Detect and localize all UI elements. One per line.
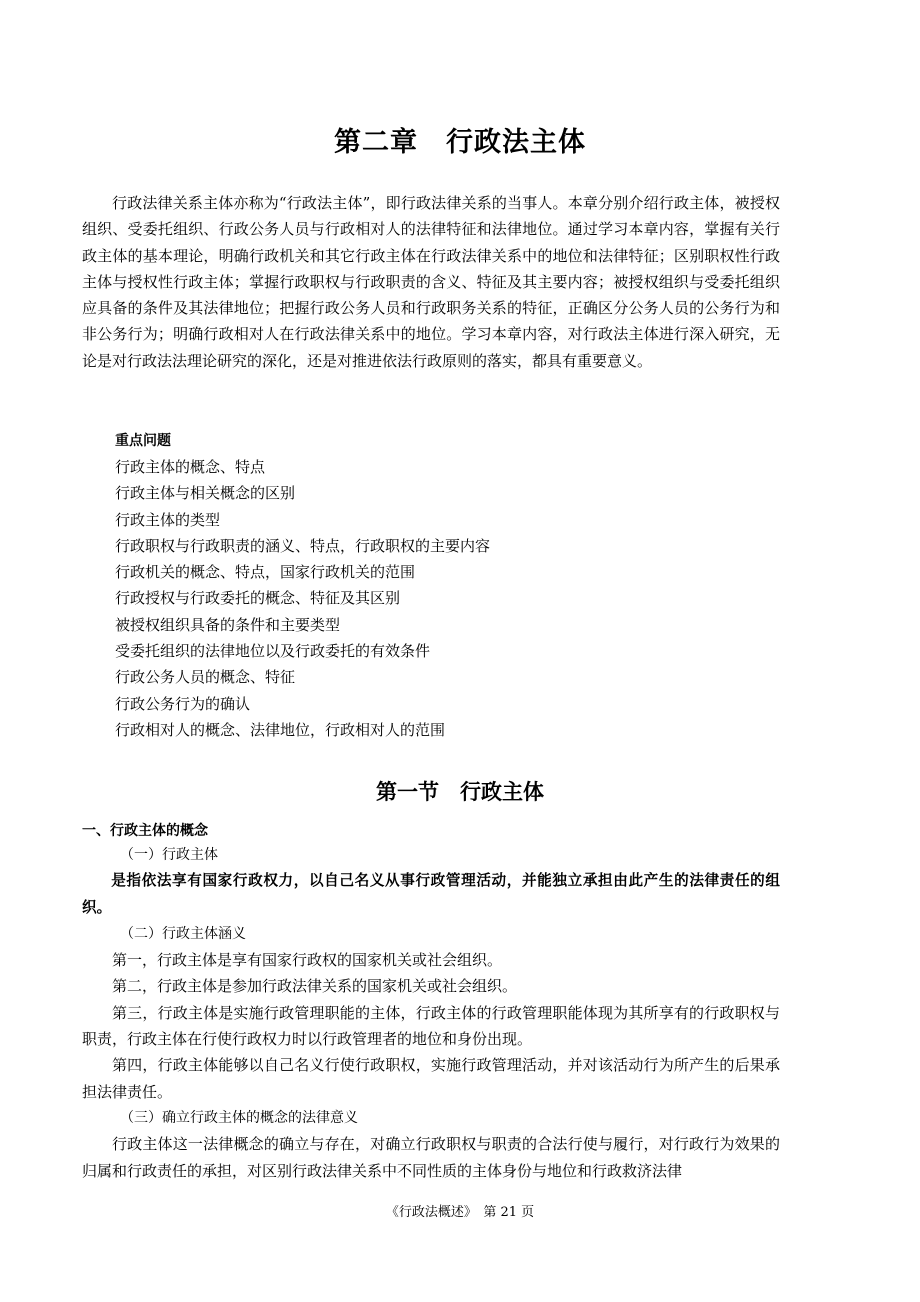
chapter-intro: 行政法律关系主体亦称为“行政法主体”，即行政法律关系的当事人。本章分别介绍行政主体，被授权组织、受委托组织、行政公务人员与行政相对人的法律特征和法律地位。通过学习本章内容，掌握有关行政主体的基本理论，明确行政机关和其它行政主体在行政法律关系中的地位和法律特征；区别职权性行政主体与授权性行政主体；掌握行政职权与行政职责的含义、特征及其主要内容；被授权组织与受委托组织应具备的条件及其法律地位；把握行政公务人员和行政职务关系的特征，正确区分公务人员的公务行为和非公务行为；明确行政相对人在行政法律关系中的地位。学习本章内容，对行政法主体进行深入研究，无论是对行政法法理论研究的深化，还是对推进依法行政原则的落实，都具有重要意义。 (82, 194, 780, 370)
key-point-item: 行政相对人的概念、法律地位，行政相对人的范围 (115, 720, 446, 739)
paragraph-point-3: 第三，行政主体是实施行政管理职能的主体，行政主体的行政管理职能体现为其所享有的行政职权与职责，行政主体在行使行政权力时以行政管理者的地位和身份出现。 (82, 1003, 780, 1049)
key-point-item: 被授权组织具备的条件和主要类型 (115, 615, 341, 634)
definition-paragraph: 是指依法享有国家行政权力，以自己名义从事行政管理活动，并能独立承担由此产生的法律责任的组织。 (82, 872, 780, 916)
key-point-item: 行政授权与行政委托的概念、特征及其区别 (115, 589, 401, 608)
paragraph-point-4: 第四，行政主体能够以自己名义行使行政职权，实施行政管理活动，并对该活动行为所产生的后果承担法律责任。 (82, 1056, 780, 1101)
key-point-item: 行政主体的概念、特点 (115, 458, 266, 476)
key-point-item: 受委托组织的法律地位以及行政委托的有效条件 (115, 642, 431, 661)
sub-heading-2: （二）行政主体涵义 (120, 925, 246, 942)
page-footer: 《行政法概述》 第 21 页 (385, 1205, 535, 1220)
key-points-heading: 重点问题 (115, 433, 171, 449)
subsection-heading: 一、行政主体的概念 (82, 823, 208, 839)
paragraph-point-1: 第一，行政主体是享有国家行政权的国家机关或社会组织。 (112, 951, 503, 970)
sub-heading-3: （三）确立行政主体的概念的法律意义 (120, 1109, 358, 1126)
key-point-item: 行政公务行为的确认 (115, 694, 251, 713)
key-point-item: 行政主体的类型 (115, 510, 221, 529)
key-point-item: 行政公务人员的概念、特征 (115, 668, 296, 687)
key-points-list (115, 454, 815, 743)
key-point-item: 行政职权与行政职责的涵义、特点，行政职权的主要内容 (115, 536, 491, 555)
paragraph-legal-significance: 行政主体这一法律概念的确立与存在，对确立行政职权与职责的合法行使与履行，对行政行为效果的归属和行政责任的承担，对区别行政法律关系中不同性质的主体身份与地位和行政救济法律 (82, 1135, 780, 1180)
paragraph-point-2: 第二，行政主体是参加行政法律关系的国家机关或社会组织。 (112, 977, 518, 996)
chapter-title: 第二章 行政法主体 (334, 127, 586, 158)
sub-heading-1: （一）行政主体 (120, 847, 218, 863)
section-title: 第一节 行政主体 (376, 780, 544, 804)
key-point-item: 行政机关的概念、特点，国家行政机关的范围 (115, 563, 416, 582)
key-point-item: 行政主体与相关概念的区别 (115, 484, 296, 503)
section-body (82, 842, 780, 1184)
